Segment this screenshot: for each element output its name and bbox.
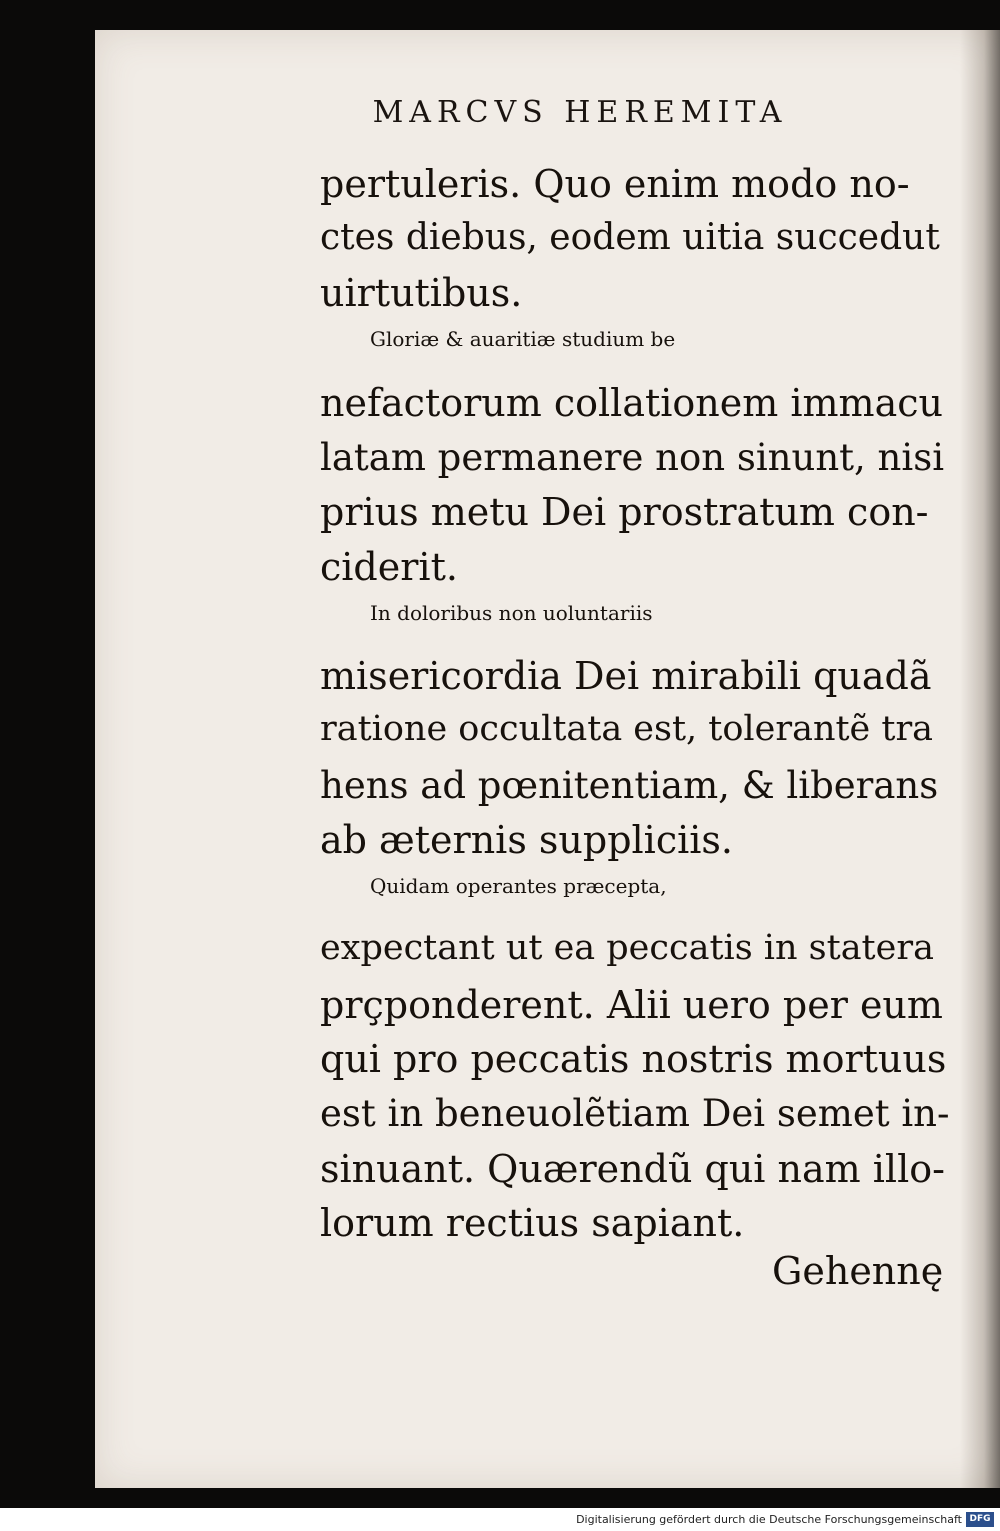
footer-bar — [0, 1508, 1000, 1531]
text-line: expectant ut ea peccatis in statera — [320, 928, 934, 968]
running-head: MARCVS HEREMITA — [372, 95, 788, 130]
text-line: latam permanere non sinunt, nisi — [320, 436, 945, 479]
footer-credit: Digitalisierung gefördert durch die Deutsche Forschungsgemeinschaft — [576, 1513, 962, 1526]
text-line: prçponderent. Alii uero per eum — [320, 983, 943, 1027]
text-line: ciderit. — [320, 545, 458, 589]
text-line: uirtutibus. — [320, 271, 523, 315]
text-line: lorum rectius sapiant. — [320, 1201, 745, 1245]
text-line: misericordia Dei mirabili quadã — [320, 654, 932, 698]
text-line: nefactorum collationem immacu — [320, 381, 943, 425]
text-line: qui pro peccatis nostris mortuus — [320, 1037, 947, 1081]
text-line: hens ad pœnitentiam, & liberans — [320, 764, 939, 807]
text-line: est in beneuolẽtiam Dei semet in- — [320, 1092, 950, 1135]
text-line: Gloriæ & auaritiæ studium be — [370, 327, 676, 351]
text-line: sinuant. Quærendũ qui nam illo- — [320, 1147, 945, 1191]
text-line: Quidam operantes præcepta, — [370, 874, 667, 898]
text-line: ratione occultata est, tolerantẽ tra — [320, 709, 934, 749]
text-line: ctes diebus, eodem uitia succedut — [320, 217, 940, 258]
text-line: ab æternis suppliciis. — [320, 818, 734, 862]
dfg-logo-icon: DFG — [966, 1512, 994, 1527]
page-gutter-shadow — [960, 30, 1000, 1488]
text-line: pertuleris. Quo enim modo no- — [320, 162, 910, 206]
catchword: Gehennę — [772, 1249, 944, 1293]
text-line: prius metu Dei prostratum con- — [320, 490, 929, 534]
text-line: In doloribus non uoluntariis — [370, 601, 653, 625]
